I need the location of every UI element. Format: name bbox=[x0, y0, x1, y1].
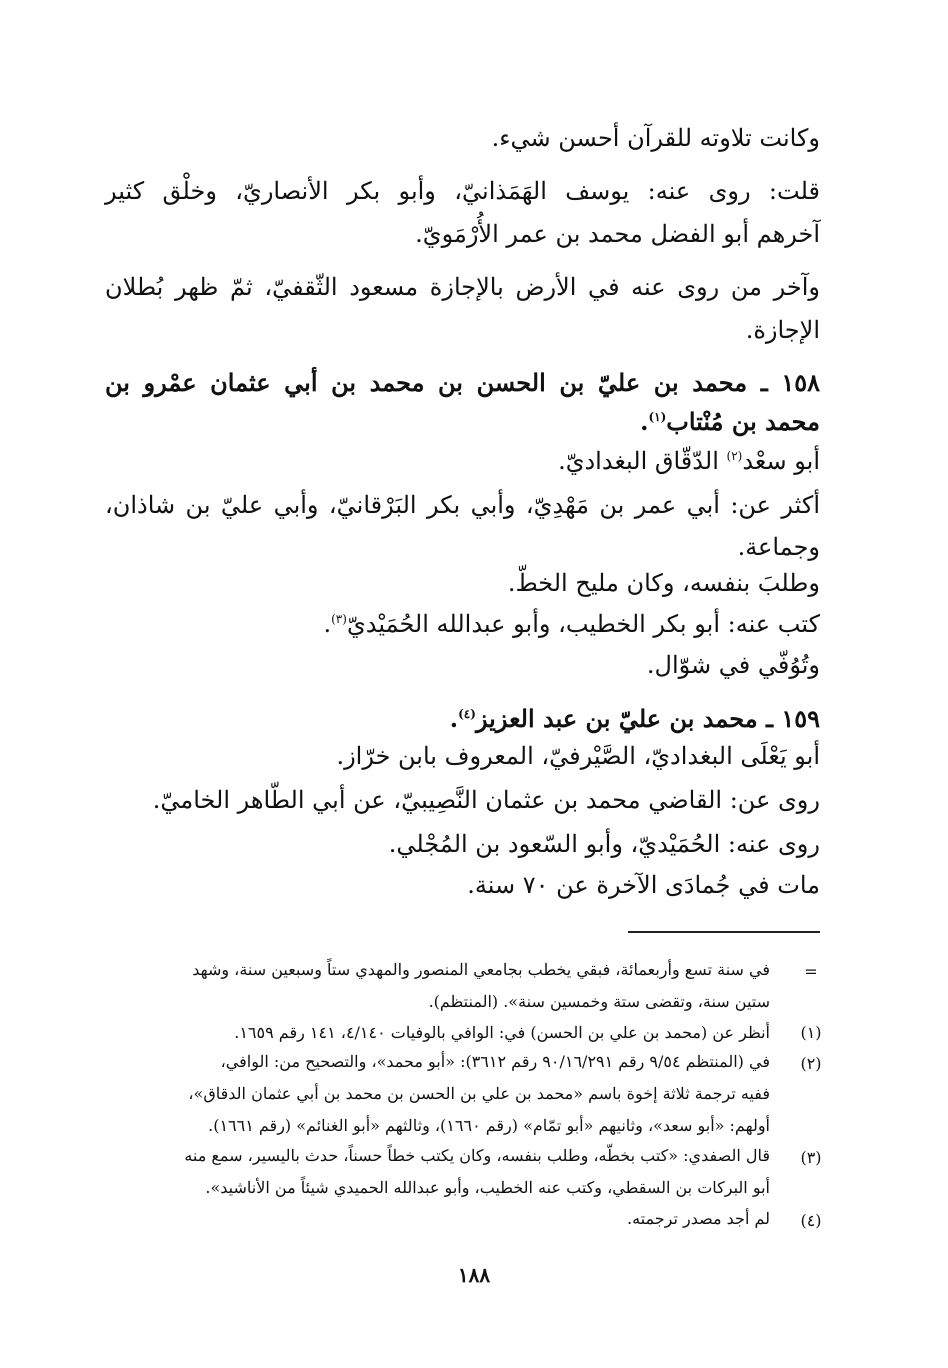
body-line-2: قلت: روى عنه: يوسف الهَمَذانيّ، وأبو بكر الأنصاريّ، وخلْق كثير bbox=[105, 177, 821, 205]
body-line-5: الإجازة. bbox=[745, 316, 820, 344]
entry-158-akthar-line: أكثر عن: أبي عمر بن مَهْدِيّ، وأبي بكر البَرْقانيّ، وأبي عليّ بن شاذان، bbox=[105, 491, 820, 519]
entry-159-heading-text: ١٥٩ ـ محمد بن عليّ بن عبد العزيز bbox=[475, 704, 820, 733]
entry-159-rawa-an-line: روى عن: القاضي محمد بن عثمان النَّصِيبيّ، عن أبي الطّاهر الخاميّ. bbox=[152, 786, 820, 814]
body-line-3: آخرهم أبو الفضل محمد بن عمر الأُرْمَويّ. bbox=[415, 220, 820, 248]
entry-158-tuwuffi-line: وتُوُفّي في شوّال. bbox=[646, 651, 820, 679]
footnote-2-marker: (٢) bbox=[800, 1054, 822, 1073]
footnote-2-line2: ففيه ترجمة ثلاثة إخوة باسم «محمد بن علي بن الحسن بن محمد بن أبي عثمان الدقاق»، bbox=[188, 1084, 770, 1103]
footnote-3-line1: قال الصفدي: «كتب بخطّه، وطلب بنفسه، وكان يكتب خطاً حسناً، حدث باليسير، سمع منه bbox=[184, 1146, 770, 1165]
entry-158-heading-name: محمد بن مُنْتاب bbox=[666, 407, 820, 436]
footnote-2-line3: أولهم: «أبو سعد»، وثانيهم «أبو تمّام» (رقم ١٦٦٠)، وثالثهم «أبو الغنائم» (رقم ١٦٦١). bbox=[208, 1116, 770, 1135]
entry-158-heading-line2 bbox=[640, 405, 820, 439]
footnote-1-text: أنظر عن (محمد بن علي بن الحسن) في: الوافي بالوفيات ٤/١٤٠، ١٤١ رقم ١٦٥٩. bbox=[234, 1023, 770, 1042]
entry-158-jamaa-line: وجماعة. bbox=[737, 533, 820, 561]
footnote-2-line1: في (المنتظم ٩/٥٤ رقم ٩٠/١٦/٢٩١ رقم ٣٦١٢): «أبو محمد»، والتصحيح من: الوافي، bbox=[220, 1052, 770, 1071]
entry-158-kunya-line bbox=[558, 444, 820, 478]
entry-159-mat-line: مات في جُمادَى الآخرة عن ٧٠ سنة. bbox=[467, 871, 820, 899]
page-number: ١٨٨ bbox=[457, 1263, 491, 1287]
entry-159-heading-stop: . bbox=[449, 704, 459, 733]
footnote-ref-3: (٣) bbox=[331, 612, 347, 626]
footnote-1-marker: (١) bbox=[800, 1023, 822, 1042]
footnote-continuation-line1: في سنة تسع وأربعمائة، فبقي يخطب بجامعي المنصور والمهدي ستاً وسبعين سنة، وشهد bbox=[192, 960, 770, 979]
footnote-3-line2: أبو البركات بن السقطي، وكتب عنه الخطيب، وأبو عبدالله الحميدي شيئاً من الأناشيد». bbox=[205, 1178, 770, 1197]
entry-158-kataba: كتب عنه: أبو بكر الخطيب، وأبو عبدالله الحُمَيْديّ bbox=[346, 610, 820, 638]
footnote-3-marker: (٣) bbox=[800, 1148, 822, 1167]
footnote-continuation-marker: = bbox=[804, 962, 818, 981]
footnote-ref-2: (٢) bbox=[726, 449, 743, 463]
entry-159-rawa-anhu-line: روى عنه: الحُمَيْديّ، وأبو السّعود بن المُجْلي. bbox=[388, 830, 820, 858]
body-line-4: وآخر من روى عنه في الأرض بالإجازة مسعود الثّقفيّ، ثمّ ظهر بُطلان bbox=[105, 273, 820, 301]
entry-158-kataba-line bbox=[323, 607, 820, 641]
entry-158-heading-stop: . bbox=[640, 407, 649, 436]
body-line-1: وكانت تلاوته للقرآن أحسن شيء. bbox=[491, 124, 820, 152]
entry-158-talab-line: وطلبَ بنفسه، وكان مليح الخطّ. bbox=[507, 569, 820, 597]
footnote-4-text: لم أجد مصدر ترجمته. bbox=[627, 1209, 770, 1228]
entry-158-kataba-stop: . bbox=[323, 610, 332, 638]
footnote-ref-4: (٤) bbox=[458, 707, 476, 721]
entry-159-heading bbox=[450, 702, 820, 736]
footnote-separator bbox=[628, 931, 820, 933]
footnote-continuation-line2: ستين سنة، وتقضى ستة وخمسين سنة». (المنتظم). bbox=[428, 992, 770, 1011]
entry-158-kunya: أبو سعْد bbox=[742, 447, 820, 475]
entry-158-kunya-rest: الدّقّاق البغداديّ. bbox=[558, 447, 727, 475]
entry-158-heading-line1: ١٥٨ ـ محمد بن عليّ بن الحسن بن محمد بن أبي عثمان عمْرو بن bbox=[105, 368, 820, 397]
footnote-ref-1: (١) bbox=[648, 410, 667, 424]
footnote-4-marker: (٤) bbox=[800, 1211, 822, 1230]
entry-159-kunya-line: أبو يَعْلَى البغداديّ، الصَّيْرفيّ، المعروف بابن خرّاز. bbox=[336, 742, 820, 770]
